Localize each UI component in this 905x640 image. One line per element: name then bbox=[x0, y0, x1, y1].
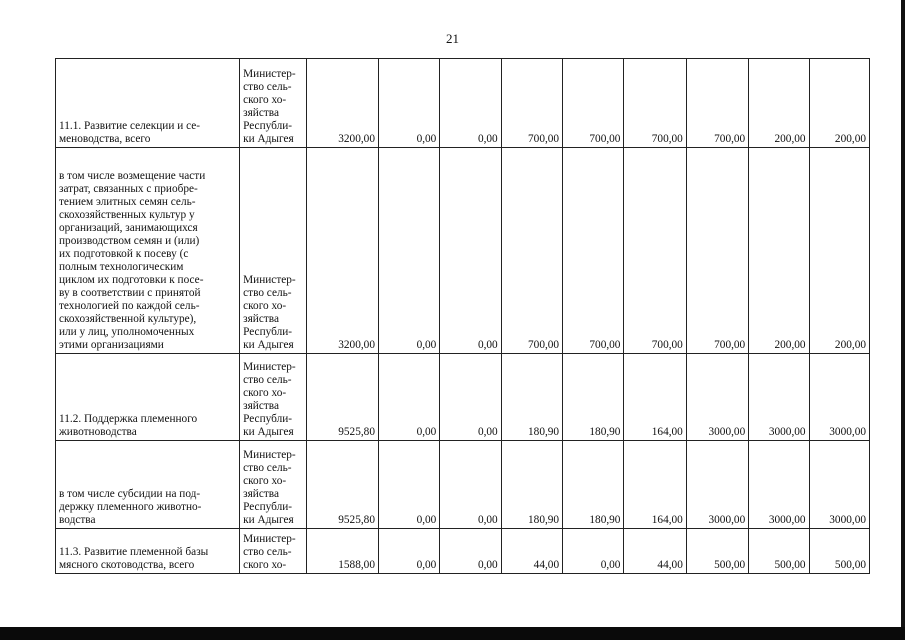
organization-line: ки Адыгея bbox=[243, 514, 294, 526]
value-cell: 3000,00 bbox=[749, 354, 809, 441]
organization-line: ство сель- bbox=[243, 374, 292, 386]
description-line: скохозяйственных культур у bbox=[59, 209, 195, 221]
organization-line: Республи- bbox=[243, 501, 293, 513]
value-cell: 9525,80 bbox=[306, 441, 378, 529]
page-number: 21 bbox=[446, 31, 459, 46]
row-organization bbox=[240, 148, 306, 354]
organization-line: ство сель- bbox=[243, 462, 292, 474]
organization-line: ского хо- bbox=[243, 559, 287, 571]
value-cell: 0,00 bbox=[440, 148, 501, 354]
value-cell: 0,00 bbox=[440, 529, 501, 574]
row-description bbox=[56, 441, 240, 529]
organization-line: ки Адыгея bbox=[243, 339, 294, 351]
organization-line: ство сель- bbox=[243, 287, 292, 299]
description-line: 11.2. Поддержка племенного bbox=[59, 413, 198, 425]
description-line: животноводства bbox=[59, 426, 137, 438]
organization-line: ство сель- bbox=[243, 81, 292, 93]
value-cell: 0,00 bbox=[378, 148, 439, 354]
description-line: производством семян и (или) bbox=[59, 235, 200, 247]
value-cell: 180,90 bbox=[563, 441, 624, 529]
description-line: мясного скотоводства, всего bbox=[59, 559, 195, 571]
description-line: 11.1. Развитие селекции и се- bbox=[59, 120, 201, 132]
page-right-border bbox=[901, 0, 905, 640]
row-description bbox=[56, 529, 240, 574]
organization-line: ского хо- bbox=[243, 475, 287, 487]
value-cell: 700,00 bbox=[686, 59, 748, 148]
value-cell: 44,00 bbox=[501, 529, 562, 574]
row-organization bbox=[240, 59, 306, 148]
organization-line: ского хо- bbox=[243, 300, 287, 312]
organization-line: Министер- bbox=[243, 274, 296, 286]
organization-line: зяйства bbox=[243, 488, 279, 500]
description-line: организаций, занимающихся bbox=[59, 222, 198, 234]
value-cell: 1588,00 bbox=[306, 529, 378, 574]
table-row bbox=[56, 148, 870, 354]
organization-line: Республи- bbox=[243, 120, 293, 132]
organization-line: Республи- bbox=[243, 413, 293, 425]
table-row bbox=[56, 529, 870, 574]
value-cell: 180,90 bbox=[501, 441, 562, 529]
value-cell: 700,00 bbox=[624, 148, 686, 354]
value-cell: 164,00 bbox=[624, 354, 686, 441]
value-cell: 200,00 bbox=[809, 59, 869, 148]
value-cell: 0,00 bbox=[563, 529, 624, 574]
description-line: в том числе субсидии на под- bbox=[59, 488, 201, 500]
row-organization bbox=[240, 529, 306, 574]
row-description bbox=[56, 148, 240, 354]
description-line: циклом их подготовки к посе- bbox=[59, 274, 204, 286]
description-line: скохозяйственной культуре), bbox=[59, 313, 197, 325]
description-line: держку племенного животно- bbox=[59, 501, 202, 513]
description-line: тением элитных семян сель- bbox=[59, 196, 196, 208]
value-cell: 200,00 bbox=[749, 148, 809, 354]
value-cell: 0,00 bbox=[378, 354, 439, 441]
value-cell: 200,00 bbox=[749, 59, 809, 148]
organization-line: зяйства bbox=[243, 313, 279, 325]
value-cell: 0,00 bbox=[378, 59, 439, 148]
organization-line: Министер- bbox=[243, 449, 296, 461]
value-cell: 3200,00 bbox=[306, 59, 378, 148]
organization-line: Республи- bbox=[243, 326, 293, 338]
description-line: меноводства, всего bbox=[59, 133, 151, 145]
organization-line: Министер- bbox=[243, 361, 296, 373]
value-cell: 0,00 bbox=[378, 529, 439, 574]
scan-bottom-bar bbox=[0, 627, 905, 640]
organization-line: ского хо- bbox=[243, 387, 287, 399]
value-cell: 0,00 bbox=[440, 59, 501, 148]
value-cell: 700,00 bbox=[624, 59, 686, 148]
organization-line: зяйства bbox=[243, 107, 279, 119]
description-line: в том числе возмещение части bbox=[59, 170, 206, 182]
value-cell: 500,00 bbox=[809, 529, 869, 574]
value-cell: 700,00 bbox=[686, 148, 748, 354]
value-cell: 3000,00 bbox=[749, 441, 809, 529]
organization-line: зяйства bbox=[243, 400, 279, 412]
value-cell: 180,90 bbox=[501, 354, 562, 441]
budget-table bbox=[55, 58, 870, 574]
table-row bbox=[56, 59, 870, 148]
value-cell: 3000,00 bbox=[809, 354, 869, 441]
description-line: этими организациями bbox=[59, 339, 164, 351]
value-cell: 200,00 bbox=[809, 148, 869, 354]
description-line: технологией по каждой сель- bbox=[59, 300, 200, 312]
description-line: 11.3. Развитие племенной базы bbox=[59, 546, 209, 558]
organization-line: ки Адыгея bbox=[243, 426, 294, 438]
row-description bbox=[56, 354, 240, 441]
value-cell: 3200,00 bbox=[306, 148, 378, 354]
value-cell: 3000,00 bbox=[686, 441, 748, 529]
value-cell: 0,00 bbox=[378, 441, 439, 529]
table-row bbox=[56, 354, 870, 441]
description-line: полным технологическим bbox=[59, 261, 184, 273]
value-cell: 3000,00 bbox=[686, 354, 748, 441]
row-organization bbox=[240, 441, 306, 529]
value-cell: 164,00 bbox=[624, 441, 686, 529]
value-cell: 180,90 bbox=[563, 354, 624, 441]
organization-line: ского хо- bbox=[243, 94, 287, 106]
value-cell: 700,00 bbox=[501, 148, 562, 354]
value-cell: 500,00 bbox=[749, 529, 809, 574]
row-organization bbox=[240, 354, 306, 441]
organization-line: ство сель- bbox=[243, 546, 292, 558]
table-row bbox=[56, 441, 870, 529]
value-cell: 0,00 bbox=[440, 441, 501, 529]
description-line: водства bbox=[59, 514, 96, 526]
value-cell: 3000,00 bbox=[809, 441, 869, 529]
value-cell: 700,00 bbox=[501, 59, 562, 148]
value-cell: 9525,80 bbox=[306, 354, 378, 441]
description-line: их подготовкой к посеву (с bbox=[59, 248, 189, 260]
value-cell: 700,00 bbox=[563, 148, 624, 354]
description-line: ву в соответствии с принятой bbox=[59, 287, 201, 299]
organization-line: Министер- bbox=[243, 533, 296, 545]
value-cell: 700,00 bbox=[563, 59, 624, 148]
row-description bbox=[56, 59, 240, 148]
value-cell: 500,00 bbox=[686, 529, 748, 574]
organization-line: ки Адыгея bbox=[243, 133, 294, 145]
description-line: затрат, связанных с приобре- bbox=[59, 183, 198, 195]
organization-line: Министер- bbox=[243, 68, 296, 80]
value-cell: 44,00 bbox=[624, 529, 686, 574]
description-line: или у лиц, уполномоченных bbox=[59, 326, 195, 338]
value-cell: 0,00 bbox=[440, 354, 501, 441]
